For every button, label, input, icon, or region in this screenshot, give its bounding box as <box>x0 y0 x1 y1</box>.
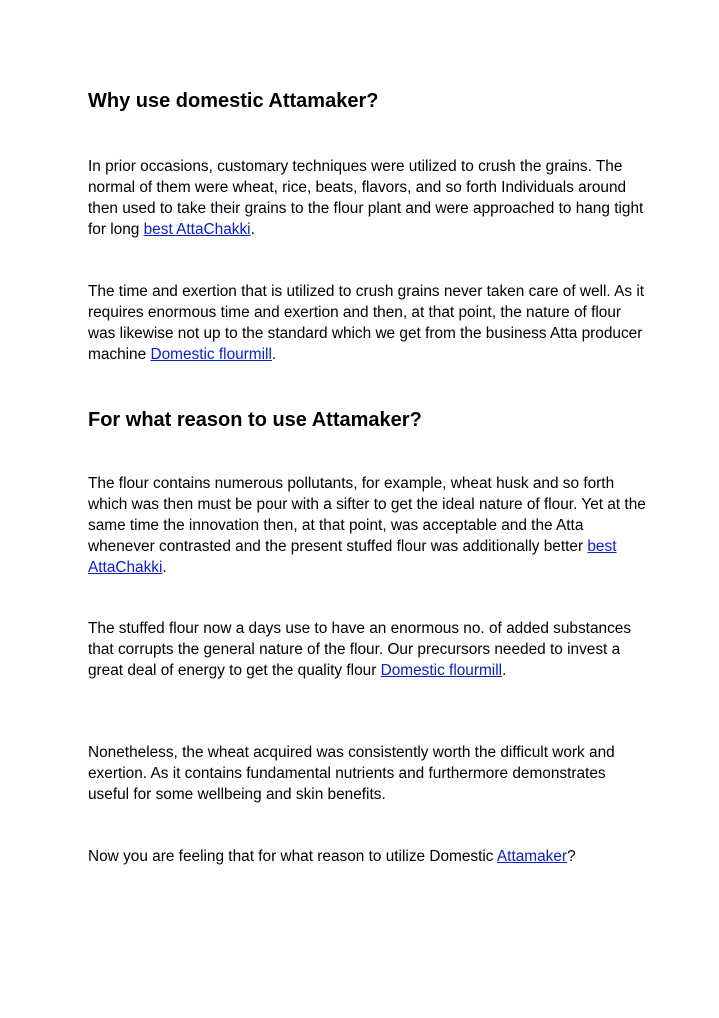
paragraph-6-after: ? <box>567 848 576 865</box>
domestic-flourmill-link-2[interactable]: Domestic flourmill <box>380 662 503 679</box>
paragraph-2-text: The time and exertion that is utilized to crush grains never taken care of well. As it requires enormous time and exertion and then, at that point, the nature of flour was likewise not up to the standard which we get from the business Atta producer machine <box>88 283 645 363</box>
paragraph-4-after: . <box>502 662 507 679</box>
best-attachakki-link-2[interactable]: best AttaChakki <box>88 538 617 576</box>
paragraph-5-text: Nonetheless, the wheat acquired was consistently worth the difficult work and exertion. As it contains fundamental nutrients and furthermore demonstrates useful for some wellbeing and skin benefits. <box>88 744 615 803</box>
paragraph-1 <box>88 156 648 240</box>
paragraph-1-after: . <box>250 221 255 238</box>
paragraph-6 <box>88 846 648 867</box>
paragraph-3-after: . <box>162 559 167 576</box>
paragraph-2-after: . <box>271 346 277 363</box>
paragraph-4 <box>88 618 648 681</box>
paragraph-6-text: Now you are feeling that for what reason to utilize Domestic <box>88 848 497 865</box>
paragraph-2 <box>88 281 648 365</box>
section-heading-1: Why use domestic Attamaker? <box>88 90 379 112</box>
paragraph-4-text: The stuffed flour now a days use to have an enormous no. of added substances that corrupts the general nature of the flour. Our precursors needed to invest a great deal of energy to get the quality flour <box>88 620 632 679</box>
attamaker-link[interactable]: Attamaker <box>496 848 568 865</box>
paragraph-1-text: In prior occasions, customary techniques were utilized to crush the grains. The normal of them were wheat, rice, beats, flavors, and so forth Individuals around then used to take their grains to the flour plant and were approached to hang tight for long <box>88 158 644 238</box>
paragraph-3 <box>88 473 648 578</box>
paragraph-5 <box>88 742 648 805</box>
domestic-flourmill-link-1[interactable]: Domestic flourmill <box>150 346 272 363</box>
paragraph-3-text: The flour contains numerous pollutants, for example, wheat husk and so forth which was then must be pour with a sifter to get the ideal nature of flour. Yet at the same time the innovation then, at that point, was acceptable and the Atta whenever contrasted and the present stuffed flour was additionally better <box>88 475 646 555</box>
best-attachakki-link-1[interactable]: best AttaChakki <box>143 221 251 238</box>
section-heading-2: For what reason to use Attamaker? <box>88 409 422 431</box>
